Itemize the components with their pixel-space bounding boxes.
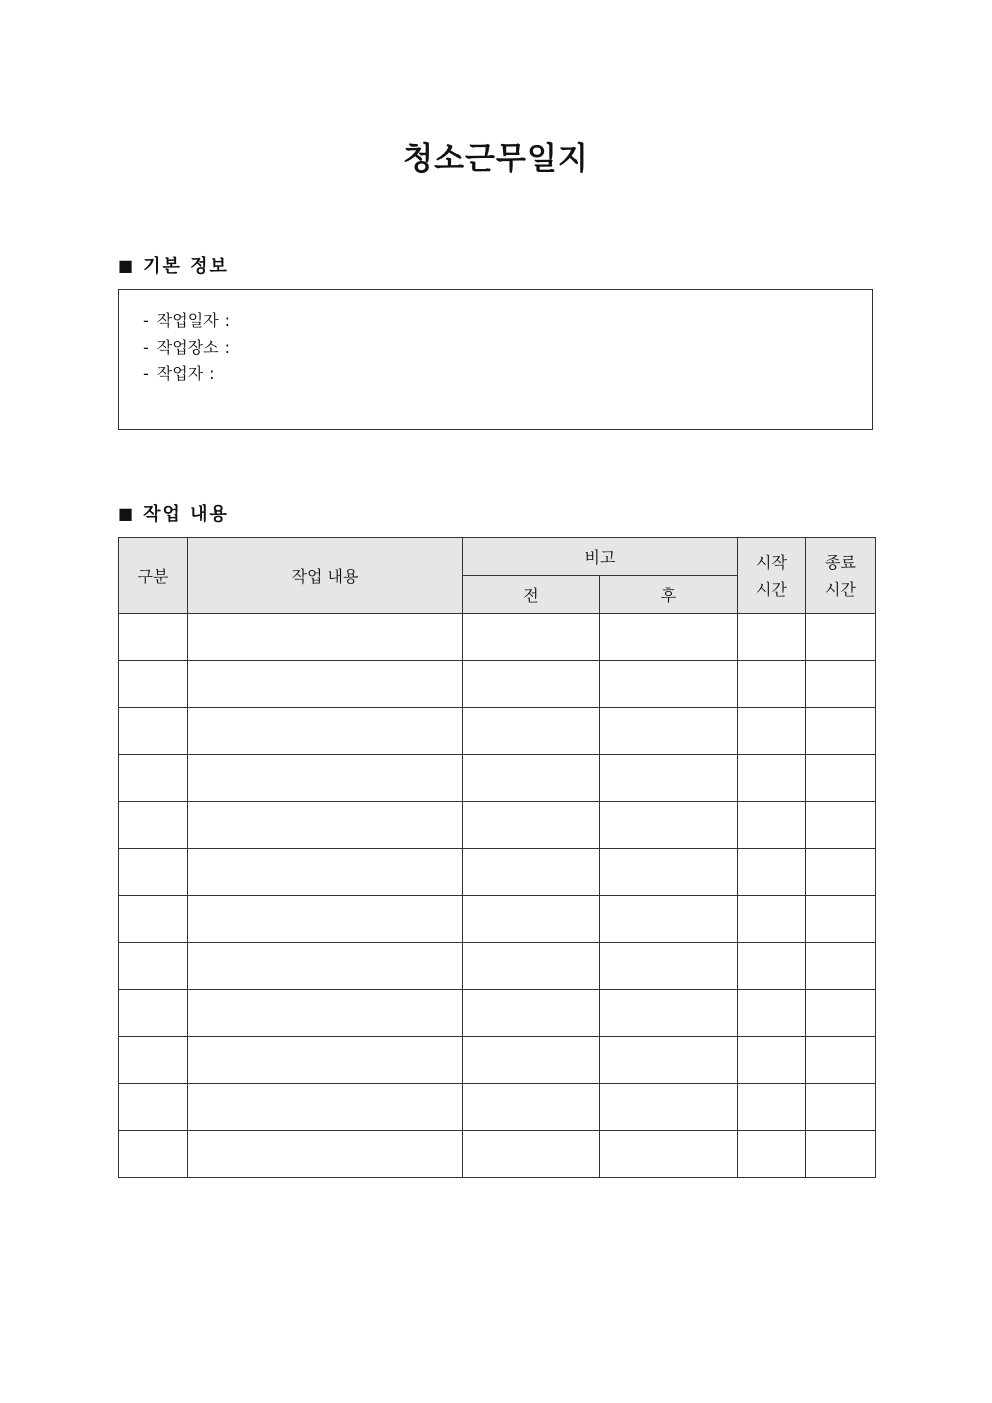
start-time-cell[interactable] <box>738 755 806 802</box>
end-time-cell[interactable] <box>806 943 876 990</box>
dash: - <box>143 337 149 357</box>
content-cell[interactable] <box>188 1037 463 1084</box>
start-time-cell[interactable] <box>738 802 806 849</box>
section-heading-basic-info <box>118 252 229 278</box>
content-cell[interactable] <box>188 943 463 990</box>
header-line: 시간 <box>756 579 787 599</box>
table-row <box>119 661 876 708</box>
end-time-cell[interactable] <box>806 896 876 943</box>
before-cell[interactable] <box>463 943 600 990</box>
category-cell[interactable] <box>119 990 188 1037</box>
section-heading-label: 기본 정보 <box>143 256 229 277</box>
after-cell[interactable] <box>600 1037 738 1084</box>
table-row <box>119 1037 876 1084</box>
before-cell[interactable] <box>463 661 600 708</box>
before-cell[interactable] <box>463 802 600 849</box>
square-bullet-icon: ■ <box>118 255 134 275</box>
table-row <box>119 943 876 990</box>
after-cell[interactable] <box>600 943 738 990</box>
category-cell[interactable] <box>119 849 188 896</box>
start-time-cell[interactable] <box>738 849 806 896</box>
content-cell[interactable] <box>188 755 463 802</box>
dash: - <box>143 364 149 383</box>
field-label-place: 작업장소 <box>156 337 219 357</box>
content-cell[interactable] <box>188 1131 463 1178</box>
dash: - <box>143 311 149 330</box>
start-time-cell[interactable] <box>738 1084 806 1131</box>
after-cell[interactable] <box>600 990 738 1037</box>
content-cell[interactable] <box>188 849 463 896</box>
before-cell[interactable] <box>463 896 600 943</box>
after-cell[interactable] <box>600 708 738 755</box>
basic-info-box <box>118 289 873 430</box>
table-row <box>119 755 876 802</box>
work-log-body <box>119 614 876 1178</box>
section-heading-label: 작업 내용 <box>143 504 229 525</box>
colon: : <box>224 337 230 357</box>
after-cell[interactable] <box>600 614 738 661</box>
before-cell[interactable] <box>463 614 600 661</box>
info-line-date <box>143 310 872 337</box>
after-cell[interactable] <box>600 661 738 708</box>
end-time-cell[interactable] <box>806 849 876 896</box>
category-cell[interactable] <box>119 943 188 990</box>
category-cell[interactable] <box>119 708 188 755</box>
after-cell[interactable] <box>600 1131 738 1178</box>
start-time-cell[interactable] <box>738 943 806 990</box>
content-cell[interactable] <box>188 708 463 755</box>
before-cell[interactable] <box>463 1084 600 1131</box>
table-row <box>119 896 876 943</box>
before-cell[interactable] <box>463 708 600 755</box>
category-cell[interactable] <box>119 1131 188 1178</box>
category-cell[interactable] <box>119 1037 188 1084</box>
category-cell[interactable] <box>119 661 188 708</box>
end-time-cell[interactable] <box>806 708 876 755</box>
square-bullet-icon: ■ <box>118 503 134 523</box>
end-time-cell[interactable] <box>806 802 876 849</box>
table-row <box>119 990 876 1037</box>
after-cell[interactable] <box>600 849 738 896</box>
section-heading-work-content <box>118 500 229 526</box>
category-cell[interactable] <box>119 755 188 802</box>
end-time-cell[interactable] <box>806 661 876 708</box>
before-cell[interactable] <box>463 849 600 896</box>
before-cell[interactable] <box>463 990 600 1037</box>
column-header-before: 전 <box>463 576 600 614</box>
page-title: 청소근무일지 <box>403 141 589 177</box>
table-row <box>119 1084 876 1131</box>
header-line: 종료 <box>825 552 856 572</box>
table-row <box>119 802 876 849</box>
field-label-worker: 작업자 <box>156 364 204 383</box>
category-cell[interactable] <box>119 1084 188 1131</box>
table-row <box>119 614 876 661</box>
before-cell[interactable] <box>463 1037 600 1084</box>
column-header-category: 구분 <box>119 538 188 614</box>
end-time-cell[interactable] <box>806 990 876 1037</box>
colon: : <box>224 311 230 330</box>
column-header-remarks: 비고 <box>463 538 738 576</box>
content-cell[interactable] <box>188 802 463 849</box>
after-cell[interactable] <box>600 1084 738 1131</box>
category-cell[interactable] <box>119 802 188 849</box>
start-time-cell[interactable] <box>738 614 806 661</box>
header-line: 시작 <box>756 552 787 572</box>
content-cell[interactable] <box>188 614 463 661</box>
start-time-cell[interactable] <box>738 990 806 1037</box>
before-cell[interactable] <box>463 755 600 802</box>
end-time-cell[interactable] <box>806 1084 876 1131</box>
end-time-cell[interactable] <box>806 1131 876 1178</box>
category-cell[interactable] <box>119 896 188 943</box>
content-cell[interactable] <box>188 661 463 708</box>
after-cell[interactable] <box>600 755 738 802</box>
start-time-cell[interactable] <box>738 1131 806 1178</box>
work-log-table <box>118 537 876 1178</box>
column-header-start-time <box>738 538 806 614</box>
table-row <box>119 849 876 896</box>
content-cell[interactable] <box>188 1084 463 1131</box>
after-cell[interactable] <box>600 896 738 943</box>
content-cell[interactable] <box>188 896 463 943</box>
info-line-worker <box>143 363 872 390</box>
column-header-after: 후 <box>600 576 738 614</box>
colon: : <box>209 364 215 383</box>
end-time-cell[interactable] <box>806 1037 876 1084</box>
after-cell[interactable] <box>600 802 738 849</box>
column-header-content: 작업 내용 <box>188 538 463 614</box>
end-time-cell[interactable] <box>806 614 876 661</box>
column-header-end-time <box>806 538 876 614</box>
table-row <box>119 1131 876 1178</box>
start-time-cell[interactable] <box>738 1037 806 1084</box>
content-cell[interactable] <box>188 990 463 1037</box>
end-time-cell[interactable] <box>806 755 876 802</box>
start-time-cell[interactable] <box>738 661 806 708</box>
header-line: 시간 <box>825 579 856 599</box>
before-cell[interactable] <box>463 1131 600 1178</box>
info-line-place <box>143 337 872 364</box>
category-cell[interactable] <box>119 614 188 661</box>
start-time-cell[interactable] <box>738 896 806 943</box>
field-label-date: 작업일자 <box>156 311 219 330</box>
start-time-cell[interactable] <box>738 708 806 755</box>
table-row <box>119 708 876 755</box>
